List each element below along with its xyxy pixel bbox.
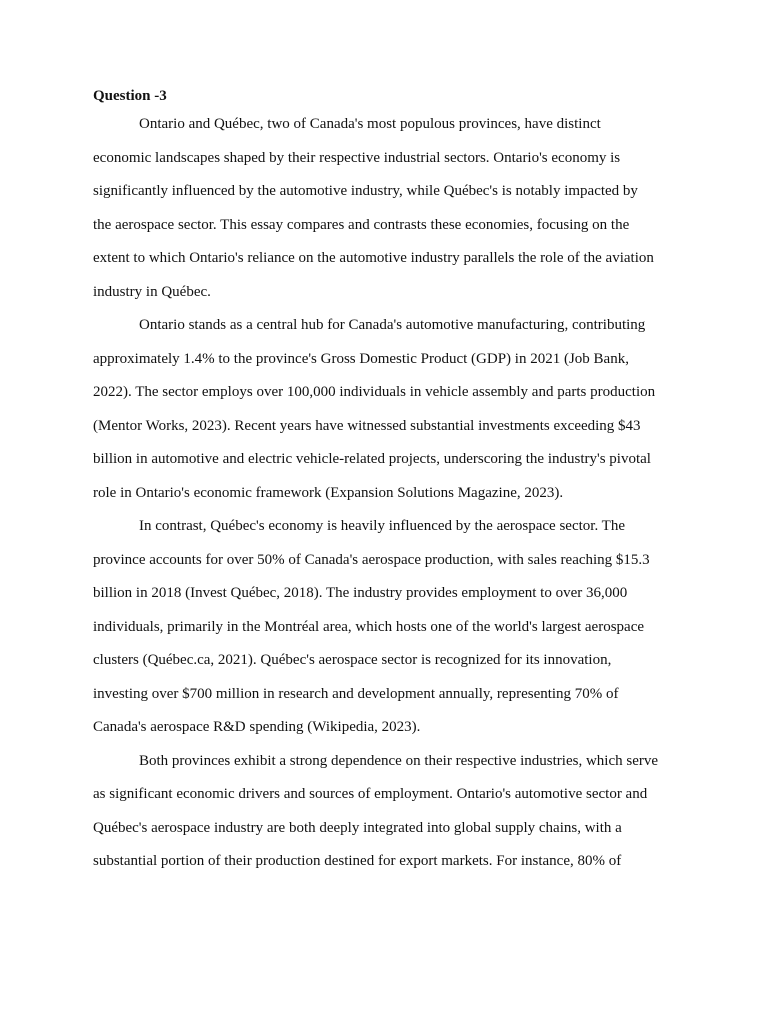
text-line: Both provinces exhibit a strong dependence on their respective industries, which serve	[139, 752, 659, 769]
text-line: Québec's aerospace industry are both deeply integrated into global supply chains, with a	[93, 819, 622, 836]
text-line: billion in 2018 (Invest Québec, 2018). The industry provides employment to over 36,000	[93, 585, 628, 601]
paragraph-comparison	[93, 745, 683, 879]
text-line: Ontario and Québec, two of Canada's most populous provinces, have distinct	[139, 116, 601, 132]
paragraph-intro	[93, 108, 683, 309]
text-line: industry in Québec.	[93, 283, 211, 300]
text-line: economic landscapes shaped by their respective industrial sectors. Ontario's economy is	[93, 149, 621, 166]
text-line: extent to which Ontario's reliance on the automotive industry parallels the role of the aviation	[93, 250, 654, 266]
text-line: Canada's aerospace R&D spending (Wikipedia, 2023).	[93, 719, 421, 735]
text-line: clusters (Québec.ca, 2021). Québec's aerospace sector is recognized for its innovation,	[93, 652, 612, 668]
text-line: (Mentor Works, 2023). Recent years have witnessed substantial investments exceeding $43	[93, 417, 641, 434]
text-line: investing over $700 million in research and development annually, representing 70% of	[93, 685, 619, 702]
text-line: the aerospace sector. This essay compares and contrasts these economies, focusing on the	[93, 216, 630, 233]
paragraph-ontario	[93, 309, 683, 510]
text-line: province accounts for over 50% of Canada's aerospace production, with sales reaching $15.3	[93, 551, 650, 568]
text-line: In contrast, Québec's economy is heavily influenced by the aerospace sector. The	[139, 518, 625, 534]
document-body	[93, 84, 683, 879]
text-line: approximately 1.4% to the province's Gross Domestic Product (GDP) in 2021 (Job Bank,	[93, 350, 629, 367]
text-line: billion in automotive and electric vehicle-related projects, underscoring the industry's pivotal	[93, 451, 651, 467]
text-line: as significant economic drivers and sources of employment. Ontario's automotive sector and	[93, 786, 648, 802]
text-line: Ontario stands as a central hub for Canada's automotive manufacturing, contributing	[139, 317, 646, 333]
question-heading: Question -3	[93, 88, 167, 104]
text-line: role in Ontario's economic framework (Expansion Solutions Magazine, 2023).	[93, 484, 564, 501]
text-line: 2022). The sector employs over 100,000 individuals in vehicle assembly and parts production	[93, 384, 656, 400]
text-line: individuals, primarily in the Montréal area, which hosts one of the world's largest aerospace	[93, 618, 645, 635]
text-line: significantly influenced by the automotive industry, while Québec's is notably impacted by	[93, 183, 638, 199]
text-line: substantial portion of their production destined for export markets. For instance, 80% of	[93, 853, 622, 869]
paragraph-quebec	[93, 510, 683, 745]
